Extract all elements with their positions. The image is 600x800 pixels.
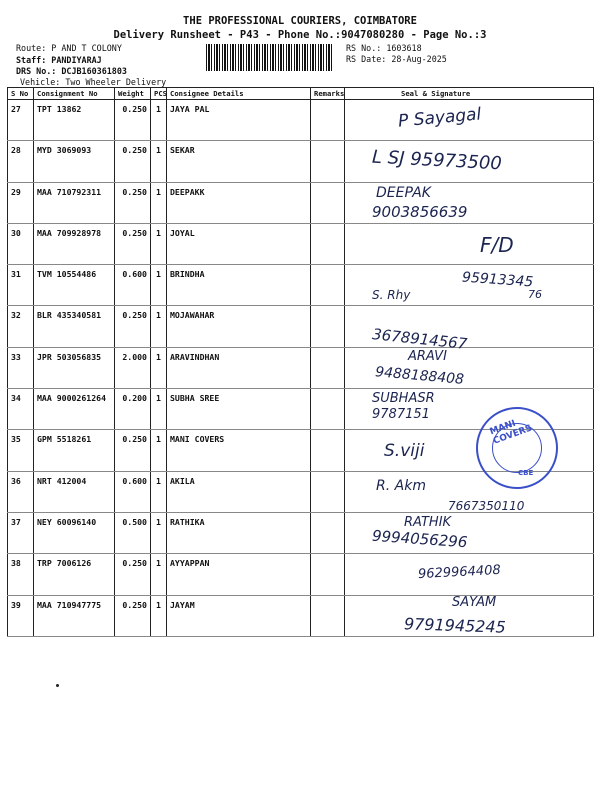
- cell-signature: [345, 223, 594, 264]
- cell-pcs: 1: [151, 265, 167, 306]
- cell-remarks: [311, 100, 345, 141]
- cell-pcs: 1: [151, 347, 167, 388]
- cell-consignment: MAA 710792311: [34, 182, 115, 223]
- handwritten-signature: S. Rhy: [372, 288, 411, 302]
- cell-consignee: MOJAWAHAR: [167, 306, 311, 347]
- cell-sno: 29: [8, 182, 34, 223]
- handwritten-signature: 9787151: [372, 407, 430, 422]
- vehicle-text: Vehicle: Two Wheeler Delivery: [20, 77, 167, 87]
- cell-weight: 0.600: [115, 265, 151, 306]
- cell-remarks: [311, 389, 345, 430]
- cell-remarks: [311, 347, 345, 388]
- handwritten-signature: 9629964408: [417, 562, 502, 583]
- cell-consignment: TRP 7006126: [34, 554, 115, 595]
- drs-text: DRS No.: DCJB160361803: [16, 66, 127, 76]
- handwritten-signature: 3678914567: [371, 325, 469, 353]
- cell-consignee: ARAVINDHAN: [167, 347, 311, 388]
- runsheet-table: [7, 87, 594, 637]
- cell-consignee: SEKAR: [167, 141, 311, 182]
- cell-consignment: TPT 13862: [34, 100, 115, 141]
- handwritten-signature: S.viji: [384, 441, 425, 461]
- rs-number: RS No.: 1603618: [346, 43, 422, 53]
- cell-pcs: 1: [151, 595, 167, 636]
- col-pcs: PCS: [151, 88, 167, 100]
- cell-remarks: [311, 595, 345, 636]
- cell-consignee: MANI COVERS: [167, 430, 311, 471]
- cell-remarks: [311, 306, 345, 347]
- cell-remarks: [311, 141, 345, 182]
- cell-pcs: 1: [151, 223, 167, 264]
- cell-sno: 28: [8, 141, 34, 182]
- col-remarks: Remarks: [311, 88, 345, 100]
- handwritten-signature: RATHIK: [404, 515, 452, 530]
- cell-weight: 0.600: [115, 471, 151, 512]
- cell-pcs: 1: [151, 554, 167, 595]
- col-sno: S No: [8, 88, 34, 100]
- col-consignee: Consignee Details: [167, 88, 311, 100]
- cell-consignment: MAA 709928978: [34, 223, 115, 264]
- table-header-row: [8, 88, 594, 100]
- handwritten-signature: L SJ 95973500: [371, 146, 503, 175]
- barcode: [206, 44, 334, 71]
- cell-weight: 0.250: [115, 223, 151, 264]
- table-row: [8, 554, 594, 595]
- handwritten-signature: 95913345: [461, 269, 534, 291]
- handwritten-signature: 76: [528, 288, 542, 301]
- cell-remarks: [311, 182, 345, 223]
- table-row: [8, 512, 594, 553]
- handwritten-signature: SAYAM: [452, 595, 497, 610]
- cell-consignment: MAA 9000261264: [34, 389, 115, 430]
- table-row: [8, 182, 594, 223]
- cell-consignee: AYYAPPAN: [167, 554, 311, 595]
- cell-pcs: 1: [151, 141, 167, 182]
- seal-stamp: [476, 407, 558, 489]
- handwritten-signature: 9003856639: [372, 203, 468, 221]
- col-weight: Weight: [115, 88, 151, 100]
- table-row: [8, 141, 594, 182]
- cell-weight: 0.250: [115, 141, 151, 182]
- company-title: THE PROFESSIONAL COURIERS, COIMBATORE: [183, 15, 417, 27]
- table-row: [8, 347, 594, 388]
- handwritten-signature: 7667350110: [448, 499, 525, 513]
- cell-pcs: 1: [151, 512, 167, 553]
- cell-consignment: NEY 60096140: [34, 512, 115, 553]
- cell-consignee: AKILA: [167, 471, 311, 512]
- cell-weight: 0.250: [115, 182, 151, 223]
- cell-pcs: 1: [151, 306, 167, 347]
- handwritten-signature: P Sayagal: [397, 104, 482, 132]
- handwritten-signature: 9994056296: [371, 526, 468, 552]
- route-text: Route: P AND T COLONY: [16, 43, 122, 53]
- col-consignment: Consignment No: [34, 88, 115, 100]
- cell-sno: 34: [8, 389, 34, 430]
- cell-weight: 0.250: [115, 430, 151, 471]
- cell-sno: 27: [8, 100, 34, 141]
- cell-consignee: JOYAL: [167, 223, 311, 264]
- cell-remarks: [311, 430, 345, 471]
- cell-consignee: DEEPAKK: [167, 182, 311, 223]
- rs-date: RS Date: 28-Aug-2025: [346, 54, 447, 64]
- cell-remarks: [311, 223, 345, 264]
- cell-remarks: [311, 265, 345, 306]
- cell-weight: 0.200: [115, 389, 151, 430]
- handwritten-signature: 9488188408: [374, 364, 465, 388]
- cell-sno: 31: [8, 265, 34, 306]
- cell-consignment: TVM 10554486: [34, 265, 115, 306]
- cell-pcs: 1: [151, 430, 167, 471]
- cell-consignee: JAYAM: [167, 595, 311, 636]
- col-signature: Seal & Signature: [345, 88, 594, 100]
- cell-weight: 2.000: [115, 347, 151, 388]
- cell-consignee: BRINDHA: [167, 265, 311, 306]
- cell-consignment: NRT 412004: [34, 471, 115, 512]
- handwritten-signature: ARAVI: [408, 349, 447, 364]
- cell-weight: 0.500: [115, 512, 151, 553]
- cell-weight: 0.250: [115, 306, 151, 347]
- cell-consignment: MYD 3069093: [34, 141, 115, 182]
- cell-remarks: [311, 554, 345, 595]
- cell-weight: 0.250: [115, 100, 151, 141]
- cell-consignee: RATHIKA: [167, 512, 311, 553]
- runsheet-title: Delivery Runsheet - P43 - Phone No.:9047080280 - Page No.:3: [113, 29, 487, 41]
- cell-remarks: [311, 512, 345, 553]
- cell-sno: 38: [8, 554, 34, 595]
- handwritten-signature: SUBHASR: [372, 391, 435, 406]
- cell-sno: 30: [8, 223, 34, 264]
- cell-consignee: JAYA PAL: [167, 100, 311, 141]
- handwritten-signature: DEEPAK: [376, 185, 431, 201]
- cell-weight: 0.250: [115, 554, 151, 595]
- handwritten-signature: F/D: [480, 233, 514, 257]
- cell-pcs: 1: [151, 471, 167, 512]
- cell-sno: 32: [8, 306, 34, 347]
- cell-consignment: JPR 503056835: [34, 347, 115, 388]
- stray-mark: [56, 684, 59, 687]
- cell-consignment: MAA 710947775: [34, 595, 115, 636]
- cell-sno: 39: [8, 595, 34, 636]
- handwritten-signature: R. Akm: [376, 478, 426, 494]
- table-row: [8, 306, 594, 347]
- cell-sno: 36: [8, 471, 34, 512]
- cell-consignment: BLR 435340581: [34, 306, 115, 347]
- cell-remarks: [311, 471, 345, 512]
- seal-text: MANI COVERS: [488, 418, 534, 447]
- seal-small-text: CBE: [518, 469, 534, 477]
- staff-text: Staff: PANDIYARAJ: [16, 55, 102, 65]
- handwritten-signature: 9791945245: [403, 614, 507, 637]
- cell-sno: 33: [8, 347, 34, 388]
- cell-pcs: 1: [151, 182, 167, 223]
- cell-weight: 0.250: [115, 595, 151, 636]
- table-row: [8, 100, 594, 141]
- cell-pcs: 1: [151, 389, 167, 430]
- cell-consignee: SUBHA SREE: [167, 389, 311, 430]
- cell-sno: 37: [8, 512, 34, 553]
- cell-sno: 35: [8, 430, 34, 471]
- cell-pcs: 1: [151, 100, 167, 141]
- cell-consignment: GPM 5518261: [34, 430, 115, 471]
